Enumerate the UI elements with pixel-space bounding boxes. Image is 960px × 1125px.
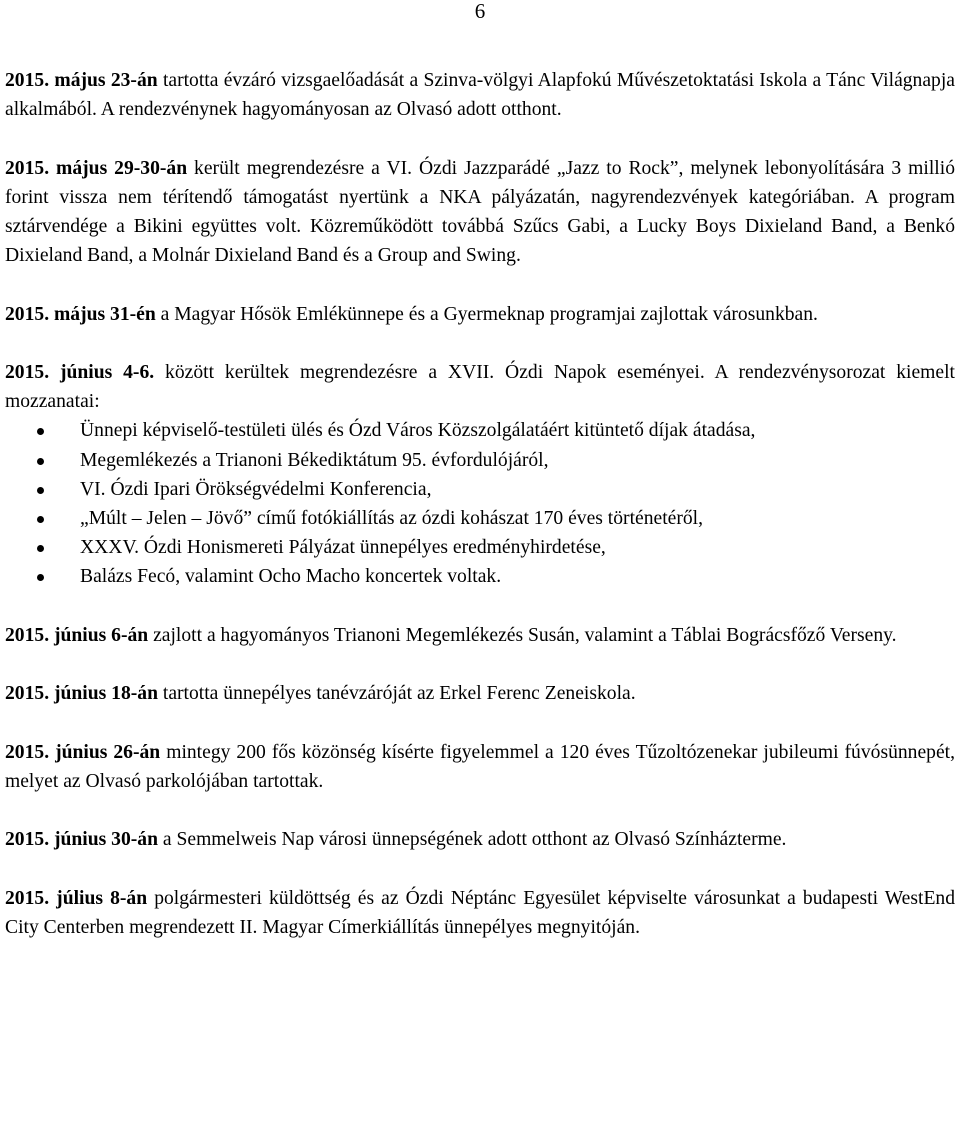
list-item xyxy=(5,504,955,533)
event-text: között kerültek megrendezésre a XVII. Ózdi Napok eseményei. A rendezvénysorozat kiemelt mozzanatai: xyxy=(5,361,955,413)
paragraph-june-30 xyxy=(5,825,955,854)
event-text: zajlott a hagyományos Trianoni Megemlékezés Susán, valamint a Táblai Bográcsfőző Verseny. xyxy=(148,624,897,646)
bullet-icon xyxy=(37,487,44,494)
bullet-icon xyxy=(37,574,44,581)
list-item-text: XXXV. Ózdi Honismereti Pályázat ünnepélyes eredményhirdetése, xyxy=(80,537,606,559)
list-item-text: Ünnepi képviselő-testületi ülés és Ózd Város Közszolgálatáért kitüntető díjak átadása, xyxy=(80,420,756,442)
event-date: 2015. május 31-én xyxy=(5,303,156,325)
event-date: 2015. június 26-án xyxy=(5,741,161,763)
paragraph-july-8 xyxy=(5,884,955,942)
event-date: 2015. június 30-án xyxy=(5,829,158,851)
paragraph-may-29-30 xyxy=(5,154,955,271)
paragraph-may-23 xyxy=(5,66,955,124)
paragraph-may-31 xyxy=(5,300,955,329)
list-item xyxy=(5,416,955,445)
paragraph-june-4-6 xyxy=(5,358,955,416)
event-text: került megrendezésre a VI. Ózdi Jazzparádé „Jazz to Rock”, melynek lebonyolítására 3 millió forint vissza nem térítendő támogatást nyertünk a NKA pályázatán, nagyrendezvények kategóriában. A program sztárvendége a Bikini együttes volt. Közreműködött továbbá Szűcs Gabi, a Lucky Boys Dixieland Band, a Benkó Dixieland Band, a Molnár Dixieland Band és a Group and Swing. xyxy=(5,157,955,267)
list-item xyxy=(5,533,955,562)
paragraph-june-26 xyxy=(5,738,955,796)
bullet-icon xyxy=(37,545,44,552)
page-number: 6 xyxy=(474,0,486,23)
bullet-icon xyxy=(37,516,44,523)
list-item-text: VI. Ózdi Ipari Örökségvédelmi Konferencia, xyxy=(80,478,432,500)
event-date: 2015. május 29-30-án xyxy=(5,157,188,179)
list-item-text: „Múlt – Jelen – Jövő” című fotókiállítás az ózdi kohászat 170 éves történetéről, xyxy=(80,508,704,529)
list-item xyxy=(5,475,955,504)
bullet-icon xyxy=(37,458,44,465)
event-date: 2015. július 8-án xyxy=(5,887,148,909)
list-item-text: Balázs Fecó, valamint Ocho Macho koncertek voltak. xyxy=(80,566,502,588)
paragraph-june-6 xyxy=(5,621,955,650)
document-body xyxy=(5,66,955,971)
event-text: polgármesteri küldöttség és az Ózdi Néptánc Egyesület képviselte városunkat a budapesti WestEnd City Centerben megrendezett II. Magyar Címerkiállítás ünnepélyes megnyitóján. xyxy=(5,887,956,938)
event-date: 2015. június 6-án xyxy=(5,624,149,646)
bullet-icon xyxy=(37,428,44,435)
event-text: mintegy 200 fős közönség kísérte figyelemmel a 120 éves Tűzoltózenekar jubileumi fúvósünnepét, melyet az Olvasó parkolójában tartottak. xyxy=(5,741,955,792)
event-text: a Semmelweis Nap városi ünnepségének adott otthont az Olvasó Színházterme. xyxy=(157,829,787,851)
list-item xyxy=(5,562,955,591)
event-date: 2015. június 4-6. xyxy=(5,361,155,383)
list-item-text: Megemlékezés a Trianoni Békediktátum 95. évfordulójáról, xyxy=(80,449,549,471)
event-text: tartotta évzáró vizsgaelőadását a Szinva-völgyi Alapfokú Művészetoktatási Iskola a Tánc Világnapja alkalmából. A rendezvénynek hagyományosan az Olvasó adott otthont. xyxy=(5,70,955,121)
paragraph-june-18 xyxy=(5,679,955,708)
event-date: 2015. május 23-án xyxy=(5,70,158,91)
event-date: 2015. június 18-án xyxy=(5,683,158,705)
highlights-list xyxy=(5,416,955,591)
list-item xyxy=(5,446,955,475)
event-text: tartotta ünnepélyes tanévzáróját az Erkel Ferenc Zeneiskola. xyxy=(157,683,636,705)
event-text: a Magyar Hősök Emlékünnepe és a Gyermeknap programjai zajlottak városunkban. xyxy=(155,303,818,325)
